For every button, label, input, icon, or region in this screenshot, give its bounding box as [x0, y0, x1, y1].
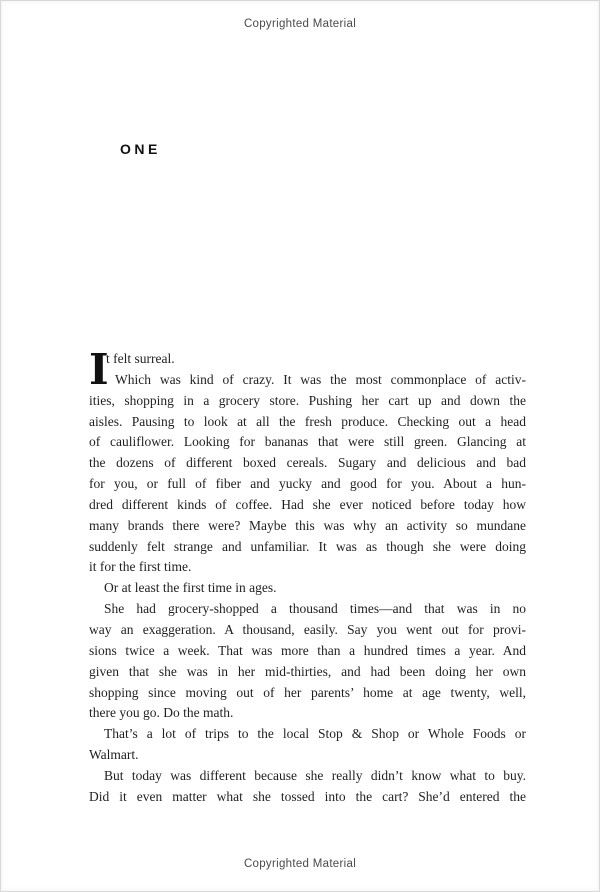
text-line: it for the first time. — [89, 559, 192, 575]
text-line: for you, or full of fiber and yucky and good for you. About a hun- — [89, 476, 526, 492]
text-line: given that she was in her mid-thirties, and had been doing her own — [89, 663, 526, 679]
text-line: of cauliflower. Looking for bananas that were still green. Glancing at — [89, 434, 526, 450]
text-lines — [89, 345, 526, 808]
chapter-heading: ONE — [120, 141, 161, 157]
text-line: the dozens of different boxed cereals. Sugary and delicious and bad — [89, 455, 526, 471]
text-line: sions twice a week. That was more than a hundred times a year. And — [89, 642, 526, 658]
text-line: Which was kind of crazy. It was the most commonplace of activ- — [115, 371, 526, 387]
text-line: That’s a lot of trips to the local Stop & Shop or Whole Foods or — [104, 726, 526, 742]
text-line: t felt surreal. — [106, 351, 175, 366]
text-line: Walmart. — [89, 747, 139, 763]
text-line: Did it even matter what she tossed into the cart? She’d entered the — [89, 788, 526, 804]
text-line: way an exaggeration. A thousand, easily. Say you went out for provi- — [89, 621, 526, 637]
text-line: shopping since moving out of her parents’ home at age twenty, well, — [89, 684, 526, 700]
text-line: many brands there were? Maybe this was why an activity so mundane — [89, 517, 526, 533]
text-line: ities, shopping in a grocery store. Pushing her cart up and down the — [89, 392, 526, 408]
copyright-notice-bottom: Copyrighted Material — [243, 858, 357, 870]
text-line: aisles. Pausing to look at all the fresh produce. Checking out a head — [89, 413, 526, 429]
text-line: suddenly felt strange and unfamiliar. It was as though she were doing — [89, 538, 526, 554]
text-line: She had grocery-shopped a thousand times—and that was in no — [104, 601, 526, 617]
drop-cap: I — [89, 345, 109, 394]
body-text — [89, 345, 526, 808]
text-line: Or at least the first time in ages. — [104, 580, 277, 596]
text-line: But today was different because she really didn’t know what to buy. — [104, 767, 526, 783]
copyright-notice-top: Copyrighted Material — [243, 18, 357, 30]
text-line: dred different kinds of coffee. Had she ever noticed before today how — [89, 496, 526, 512]
text-line: there you go. Do the math. — [89, 705, 234, 721]
